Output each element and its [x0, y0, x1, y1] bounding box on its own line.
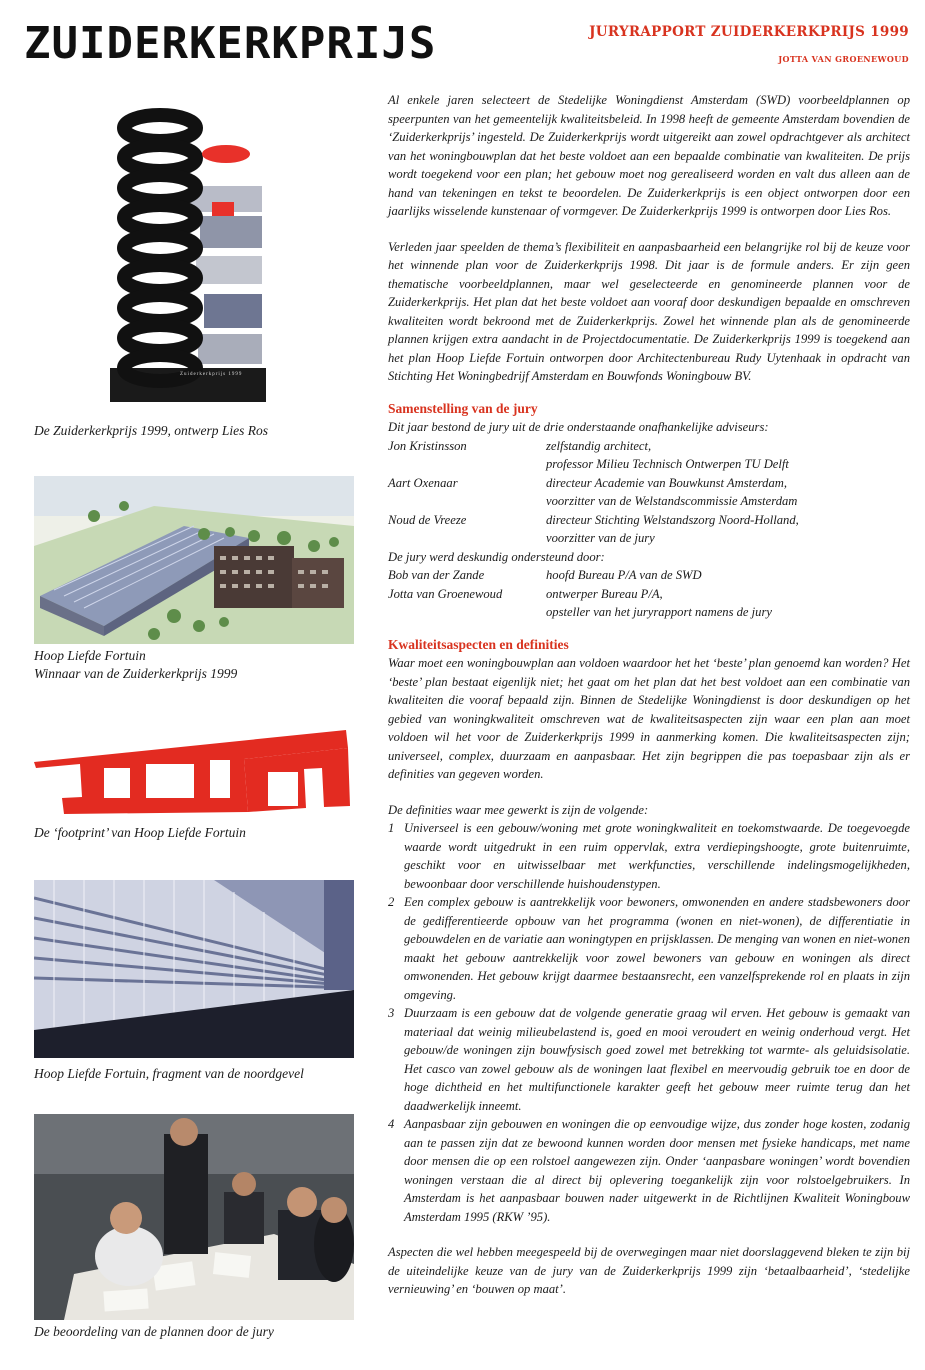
caption-award: De Zuiderkerkprijs 1999, ontwerp Lies Ros	[34, 423, 268, 438]
definition-number: 3	[388, 1006, 395, 1020]
author-name: JOTTA VAN GROENEWOUD	[778, 54, 909, 64]
jury-member-role: professor Milieu Technisch Ontwerpen TU Delft	[546, 457, 789, 471]
jury-support-name: Jotta van Groenewoud	[388, 586, 503, 601]
jury-heading: Samenstelling van de jury	[388, 400, 538, 416]
jury-member-name: Jon Kristinsson	[388, 438, 467, 453]
quality-heading: Kwaliteitsaspecten en definities	[388, 636, 569, 652]
jury-member-role: voorzitter van de jury	[546, 531, 655, 545]
jury-support-member	[388, 566, 910, 585]
jury-support-role: hoofd Bureau P/A van de SWD	[546, 568, 702, 582]
caption-footprint: De ‘footprint’ van Hoop Liefde Fortuin	[34, 825, 246, 840]
jury-member-role: zelfstandig architect,	[546, 438, 652, 453]
award-image	[108, 106, 270, 404]
definition-item	[388, 1004, 910, 1115]
definitions-list	[388, 819, 910, 1226]
main-text	[388, 91, 910, 1299]
quality-paragraph: Waar moet een woningbouwplan aan voldoen waardoor het het ‘beste’ plan genoemd kan worden? Het ‘beste’ plan bestaat eigenlijk niet; het gaat om het plan dat het best voldoet aan een combinatie van kwaliteiten die vooraf bepaald zijn. Binnen de Stedelijke Woningdienst is door deskundigen op het gebied van woningkwaliteit omschreven wat de kwaliteitsaspecten zijn waar een plan aan moet voldoen wil het voor de Zuiderkerkprijs 1999 in aanmerking komen. Die kwaliteitsaspecten zijn; universeel, complex, duurzaam en aanpasbaar. Het zijn begrippen die pas toepasbaar zijn als er definities van gegeven worden.	[388, 656, 910, 781]
jury-intro: Dit jaar bestond de jury uit de drie onderstaande onafhankelijke adviseurs:	[388, 420, 769, 434]
report-title: JURYRAPPORT ZUIDERKERKPRIJS 1999	[589, 24, 909, 40]
definition-number: 4	[388, 1117, 395, 1131]
definitions-intro: De definities waar mee gewerkt is zijn de volgende:	[388, 802, 649, 817]
jury-support-role: ontwerper Bureau P/A,	[546, 586, 663, 601]
caption-facade: Hoop Liefde Fortuin, fragment van de noordgevel	[34, 1066, 304, 1081]
definition-item	[388, 819, 910, 893]
caption-jury-photo: De beoordeling van de plannen door de jury	[34, 1324, 274, 1339]
caption-winner-line2: Winnaar van de Zuiderkerkprijs 1999	[34, 666, 238, 681]
facade-image	[34, 880, 354, 1058]
jury-photo	[34, 1114, 354, 1320]
definition-number: 2	[388, 895, 395, 909]
jury-support-name: Bob van der Zande	[388, 568, 485, 582]
jury-member	[388, 474, 910, 511]
jury-member-role: directeur Stichting Welstandszorg Noord-Holland,	[546, 512, 799, 527]
jury-member	[388, 437, 910, 474]
definition-text: Universeel is een gebouw/woning met grote woningkwaliteit en toekomstwaarde. De toegevoegde waarde wordt uitgedrukt in een ruim oppervlak, extra verdiepingshoogte, grote buitenruimte, geschikt voor en uitwisselbaar met werkfuncties, verschillende indelingsmogelijkheden, bewoonbaar door verschillende huishoudenstypen.	[404, 821, 910, 891]
jury-member-name: Aart Oxenaar	[388, 475, 458, 490]
caption-winner	[34, 647, 237, 683]
intro-paragraph-1: Al enkele jaren selecteert de Stedelijke Woningdienst Amsterdam (SWD) voorbeeldplannen op speerpunten van het gemeentelijk kwaliteitsbeleid. In 1998 heeft de gemeente Amsterdam bovendien de ‘Zuiderkerkprijs’ ingesteld. De Zuiderkerkprijs wordt uitgereikt aan zowel opdrachtgever als architect van het woningbouwplan dat het beste voldoet aan een bepaalde combinatie van kwaliteiten. De prijs wordt toegekend voor een plan; het gebouw moet nog gerealiseerd worden en valt dus alleen aan de hand van tekeningen en tekst te beoordelen. De Zuiderkerkprijs is een object ontworpen door een jaarlijks wisselende kunstenaar of vormgever. De Zuiderkerkprijs 1999 is ontworpen door Lies Ros.	[388, 93, 910, 218]
definition-text: Duurzaam is een gebouw dat de volgende generatie graag wil erven. Het gebouw is gemaakt van materiaal dat weinig milieubelastend is, goed en mooi veroudert en weinig onderhoud vergt. Het gebouw/de woningen zijn bouwfysisch goed zowel met betrekking tot warmte- als geluidsisolatie. Het casco van zowel gebouw als de woningen laat flexibel en meervoudig gebruik toe en door de hoge dichtheid en het multifunctionele karakter geeft het gebouw meer ruimte terug dan het daadwerkelijk inneemt.	[404, 1006, 910, 1113]
definition-number: 1	[388, 821, 395, 835]
caption-winner-line1: Hoop Liefde Fortuin	[34, 648, 146, 663]
jury-support-member	[388, 585, 910, 622]
definition-text: Een complex gebouw is aantrekkelijk voor bewoners, omwonenden en andere stadsbewoners door de gedifferentieerde opbouw van het programma (wonen en niet-wonen), de differentiatie in gebouwdelen en de variatie aan woningtypen en prijsklassen. De menging van wonen en niet-wonen maakt het gebouw aantrekkelijk voor zowel bewoners van gebouw en woningen als direct omwonenden. Het gebouw krijgt daarmee bestaansrecht, een vanzelfsprekende rol en plaats in zijn omgeving.	[404, 895, 910, 1002]
footprint-image	[34, 728, 354, 818]
page-title: ZUIDERKERKPRIJS	[24, 18, 437, 69]
building-aerial-image	[34, 476, 354, 644]
intro-paragraph-2: Verleden jaar speelden de thema’s flexibiliteit en aanpasbaarheid een belangrijke rol bij de keuze voor het winnende plan voor de Zuiderkerkprijs 1998. Dit jaar is de formule anders. Er zijn geen thematische voorbeeldplannen, maar wel geselecteerde en genomineerde plannen voor de Zuiderkerkprijs. Het plan dat het beste voldoet aan vooraf door deskundigen bepaalde en omschreven kwaliteiten wordt bekroond met de Zuiderkerkprijs. Zowel het winnende plan als de genomineerde plannen krijgen extra aandacht in de Projectdocumentatie. De Zuiderkerkprijs 1999 is toegekend aan het plan Hoop Liefde Fortuin ontworpen door Architectenbureau Rudy Uytenhaak in opdracht van Stichting Het Woningbedrijf Amsterdam en Bouwfonds Woningbouw BV.	[388, 239, 910, 383]
jury-support-role: opsteller van het juryrapport namens de jury	[546, 605, 772, 619]
closing-paragraph: Aspecten die wel hebben meegespeeld bij de overwegingen maar niet doorslaggevend bleken te zijn bij de uiteindelijke keuze van de jury van de Zuiderkerkprijs 1999 zijn ‘betaalbaarheid’, ‘stedelijke vernieuwing’ en ‘bouwen op maat’.	[388, 1245, 910, 1296]
jury-member-role: directeur Academie van Bouwkunst Amsterdam,	[546, 475, 787, 490]
award-inner-text: Zuiderkerkprijs 1999	[180, 372, 243, 377]
definition-item	[388, 893, 910, 1004]
jury-member-name: Noud de Vreeze	[388, 512, 467, 527]
jury-support-intro: De jury werd deskundig ondersteund door:	[388, 549, 605, 564]
jury-member	[388, 511, 910, 548]
definition-text: Aanpasbaar zijn gebouwen en woningen die op eenvoudige wijze, dus zonder hoge kosten, zodanig aan te passen zijn dat ze bewoond kunnen worden door mensen met fysieke handicaps, met name door mensen die op een rolstoel aangewezen zijn. Onder ‘aanpasbare woningen’ wordt bovendien woningen verstaan die al direct bij oplevering toegankelijk zijn voor rolstoelgebruikers. In Amsterdam is het aanpasbaar bouwen nader uitgewerkt in de Richtlijnen Kwaliteit Woningbouw Amsterdam 1995 (RKW ’95).	[404, 1117, 910, 1224]
jury-member-role: voorzitter van de Welstandscommissie Amsterdam	[546, 494, 798, 508]
definition-item	[388, 1115, 910, 1226]
